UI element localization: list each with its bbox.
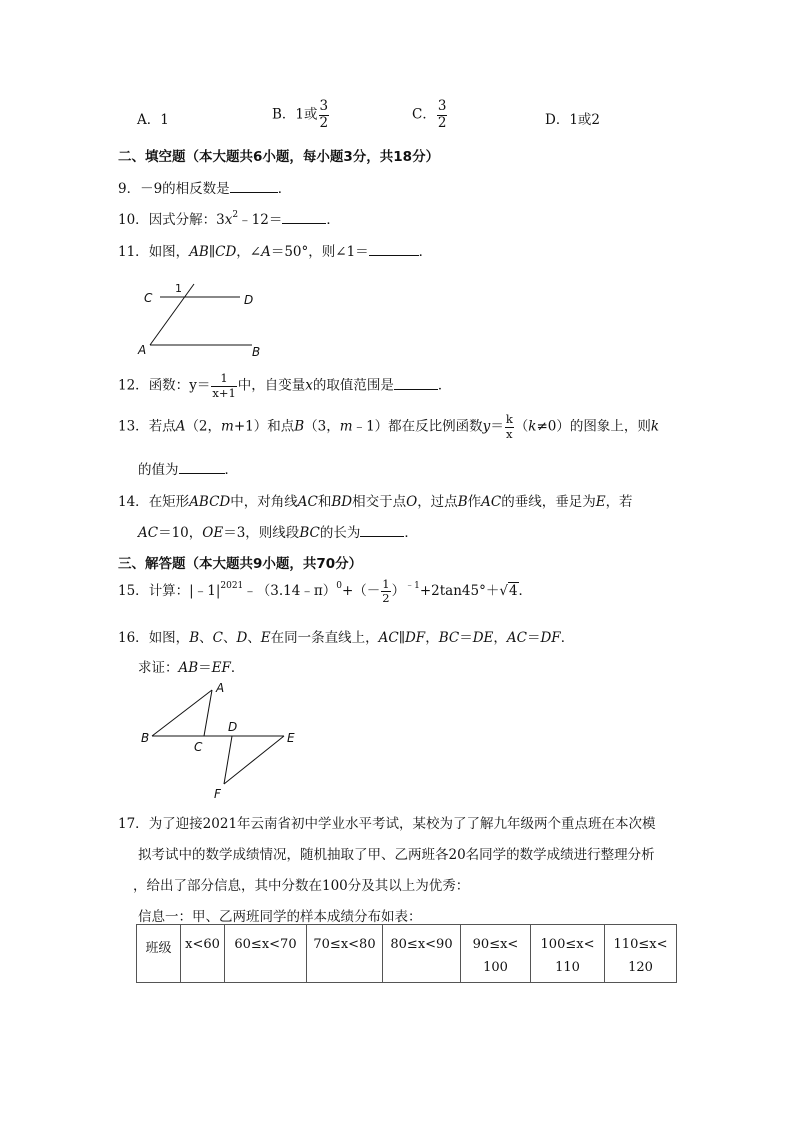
q16-label-a: A [216,681,225,695]
table-header-cell [605,925,677,983]
q14-o: O [406,494,418,510]
q15-text-a: 计算：|﹣1| [148,583,221,599]
q15-exp2: 0 [336,581,342,591]
q16-label-d: D [228,720,238,734]
q13-denominator: x [506,426,513,441]
q12-answer-blank[interactable] [394,377,438,390]
q11-ab: AB [189,244,209,260]
header-line-1: 80≤x<90 [390,937,453,952]
q13-eq: ＝ [490,418,504,435]
q17-number: 17． [118,816,149,832]
q15-number: 15． [118,583,149,599]
q14-l2-ac: AC [138,525,159,541]
question-17-line-2: 拟考试中的数学成绩情况，随机抽取了甲、乙两班各20名同学的数学成绩进行整理分析 [138,847,655,863]
q10-var: x [224,212,233,228]
option-a: A．1 [137,112,169,128]
q14-ac2: AC [481,494,502,510]
q16-ef: EF [211,660,231,676]
q11-label-c: C [144,291,153,305]
q14-text-c: 和 [317,494,332,510]
question-9 [118,177,291,197]
q13-fraction [505,414,514,440]
option-b-fraction [319,100,330,130]
q14-text-f: 作 [467,494,482,510]
q10-exp: 2 [232,210,239,220]
q16-e: E [260,630,271,646]
q9-number: 9． [118,181,141,197]
option-c-label: C． [412,106,436,123]
q16-de: DE [472,630,494,646]
question-16-prove [138,656,244,676]
q16-ab: AB [178,660,199,676]
header-line-2: 120 [628,960,653,975]
q14-l2-bc: BC [299,525,320,541]
q13-end: ． [224,462,238,478]
question-17-line-3: ，给出了部分信息，其中分数在100分及其以上为优秀： [133,878,470,894]
q16-s5: ， [493,630,507,646]
q14-text-g: 的垂线，垂足为 [501,494,596,510]
table-header-cell [181,925,225,983]
option-c-denominator: 2 [437,114,447,131]
q13-b: B [294,418,305,435]
score-distribution-table [136,924,677,983]
q14-e: E [595,494,606,510]
q10-answer-blank[interactable] [282,211,326,224]
q12-var: x [305,377,313,394]
q11-figure [130,278,270,362]
q11-label-d: D [244,293,254,307]
option-b-denominator: 2 [319,114,329,131]
q16-text-b: 在同一条直线上， [270,630,379,646]
q16-label-b: B [141,731,150,745]
option-b-label: B．1或 [272,106,318,123]
q13-m1: m [221,418,234,435]
q16-end: ． [560,630,575,646]
q12-y-eq: y＝ [189,377,211,394]
q13-number: 13． [118,418,149,435]
q13-text-a: 若点 [148,418,176,435]
q15-text-e: +2tan45°＋ [419,583,500,599]
q11-end: ． [418,244,433,260]
q15-denominator: 2 [382,591,390,605]
header-line-1: 90≤x< [472,937,519,952]
q15-sqrt: √4 [499,583,518,599]
table-header-cell [137,925,181,983]
q10-end: ． [326,212,340,228]
q16-bc: BC [438,630,460,646]
q16-eq2: ＝ [526,630,541,646]
q11-text-a: 如图， [148,244,190,260]
q16-line-ac [204,690,212,736]
q14-l2-a: ＝10， [158,525,203,541]
q10-number: 10． [118,212,149,228]
q12-text-b: 中，自变量 [237,377,306,394]
header-line-2: 110 [555,960,580,975]
q14-text-h: ，若 [605,494,633,510]
q11-label-a: A [138,343,147,357]
q13-text-f: （ [514,418,529,435]
q11-label-b: B [252,345,261,359]
q14-ac: AC [297,494,318,510]
q16-c: C [212,630,223,646]
q11-text-c: ＝50°，则∠1＝ [270,244,369,260]
q12-numerator: 1 [220,371,228,385]
table-header-cell [383,925,461,983]
question-13-line-2 [138,458,238,478]
q16-label-f: F [214,787,221,801]
q13-k1: k [528,418,537,435]
q16-df: DF [404,630,426,646]
q12-fraction [211,373,236,399]
table-header-cell [307,925,383,983]
q15-text-d: ） [391,583,406,599]
q13-text-d: （3， [304,418,340,435]
q14-end: ． [404,525,418,541]
option-d: D．1或2 [545,112,601,128]
option-c-fraction [437,100,448,130]
q13-m2: m [339,418,353,435]
q11-answer-blank[interactable] [369,243,419,256]
q15-text-c: +（－ [341,583,381,599]
table-header-cell [225,925,307,983]
q11-a: A [261,244,271,260]
q16-label-e: E [287,731,295,745]
q17-line-1: 为了迎接2021年云南省初中学业水平考试，某校为了了解九年级两个重点班在本次模 [148,816,656,832]
q16-prove-end: ． [230,660,245,676]
q12-text-c: 的取值范围是 [312,377,394,394]
q15-numerator: 1 [382,576,390,591]
q15-radicand: 4 [508,583,518,599]
q14-bd: BD [331,494,353,510]
q13-text-b: （2， [185,418,222,435]
q14-text-a: 在矩形 [148,494,190,510]
q16-line-ba [152,690,212,736]
q12-number: 12． [118,377,149,394]
q14-l2-c: 的长为 [319,525,361,541]
question-12 [118,373,451,399]
option-b [272,100,330,130]
q13-text-c: +1）和点 [233,418,295,435]
q15-fraction [381,576,390,605]
q14-text-e: ，过点 [417,494,458,510]
q13-text-g: ≠0）的图象上，则 [536,418,651,435]
q11-parallel: ∥ [208,244,216,260]
option-c [412,100,448,130]
q10-text-a: 因式分解：3 [148,212,225,228]
option-b-numerator: 3 [319,98,329,114]
q16-s2: 、 [222,630,237,646]
question-13 [118,414,659,440]
question-17 [118,812,656,832]
q14-text-d: 相交于点 [352,494,407,510]
question-15 [118,578,532,605]
option-c-numerator: 3 [437,98,447,114]
header-line-1: 70≤x<80 [313,937,376,952]
table-header-row [137,925,677,983]
q14-answer-blank[interactable] [360,524,404,537]
q15-exp1: 2021 [220,581,244,591]
q16-d: D [236,630,248,646]
q15-end: ． [518,583,533,599]
q14-number: 14． [118,494,149,510]
q15-exp3: ﹣1 [405,581,420,591]
q9-text: －9的相反数是 [140,181,230,197]
q14-text-b: 中，对角线 [230,494,298,510]
q13-a: A [175,418,186,435]
q14-l2-b: ＝3，则线段 [223,525,300,541]
question-17-info-1: 信息一：甲、乙两班同学的样本成绩分布如表： [138,909,422,925]
q16-number: 16． [118,630,149,646]
q16-prove-pre: 求证： [138,660,179,676]
q11-cd: CD [215,244,237,260]
q16-label-c: C [194,740,203,754]
q16-line-df [224,736,232,784]
q9-answer-blank[interactable] [230,180,278,193]
question-11 [118,240,432,260]
q13-line2-text: 的值为 [138,462,179,478]
header-line-1: 100≤x< [540,937,595,952]
q16-par: ∥ [398,630,405,646]
q13-y: y [482,418,491,435]
q11-label-1: 1 [175,282,182,295]
q12-denominator: x+1 [212,385,236,400]
question-14 [118,490,633,510]
table-header-cell [531,925,605,983]
q16-eq3: ＝ [198,660,212,676]
header-line-1: 班级 [145,941,172,956]
q13-answer-blank[interactable] [179,461,225,474]
question-10 [118,208,340,228]
q12-text-a: 函数： [148,377,190,394]
table-header-cell [461,925,531,983]
q10-text-b: ﹣12＝ [238,212,283,228]
q11-transversal [150,284,194,345]
question-16 [118,626,574,646]
q14-abcd: ABCD [189,494,231,510]
q16-df2: DF [540,630,561,646]
header-line-1: 60≤x<70 [234,937,297,952]
q16-figure [136,680,306,804]
section-3-title: 三、解答题（本大题共9小题，共70分） [118,556,363,572]
section-2-title: 二、填空题（本大题共6小题，每小题3分，共18分） [118,149,440,165]
header-line-1: x<60 [185,937,220,952]
q13-k2: k [650,418,660,435]
q15-text-b: ﹣（3.14﹣π） [243,583,337,599]
q16-s3: 、 [247,630,261,646]
q16-eq1: ＝ [459,630,473,646]
q12-end: ． [437,377,452,394]
header-line-1: 110≤x< [613,937,668,952]
q16-b: B [189,630,200,646]
question-14-line-2 [138,521,418,541]
q9-end: ． [277,181,292,197]
q13-text-e: ﹣1）都在反比例函数 [352,418,483,435]
q16-ac2: AC [506,630,527,646]
header-line-2: 100 [483,960,508,975]
q16-line-fe [224,736,284,784]
q13-numerator: k [505,412,513,426]
q16-s1: 、 [199,630,213,646]
q14-b: B [457,494,468,510]
q11-number: 11． [118,244,149,260]
q16-text-a: 如图， [148,630,190,646]
q14-l2-oe: OE [202,525,224,541]
q11-text-b: ，∠ [236,244,262,260]
q16-s4: ， [425,630,439,646]
q16-ac: AC [378,630,399,646]
